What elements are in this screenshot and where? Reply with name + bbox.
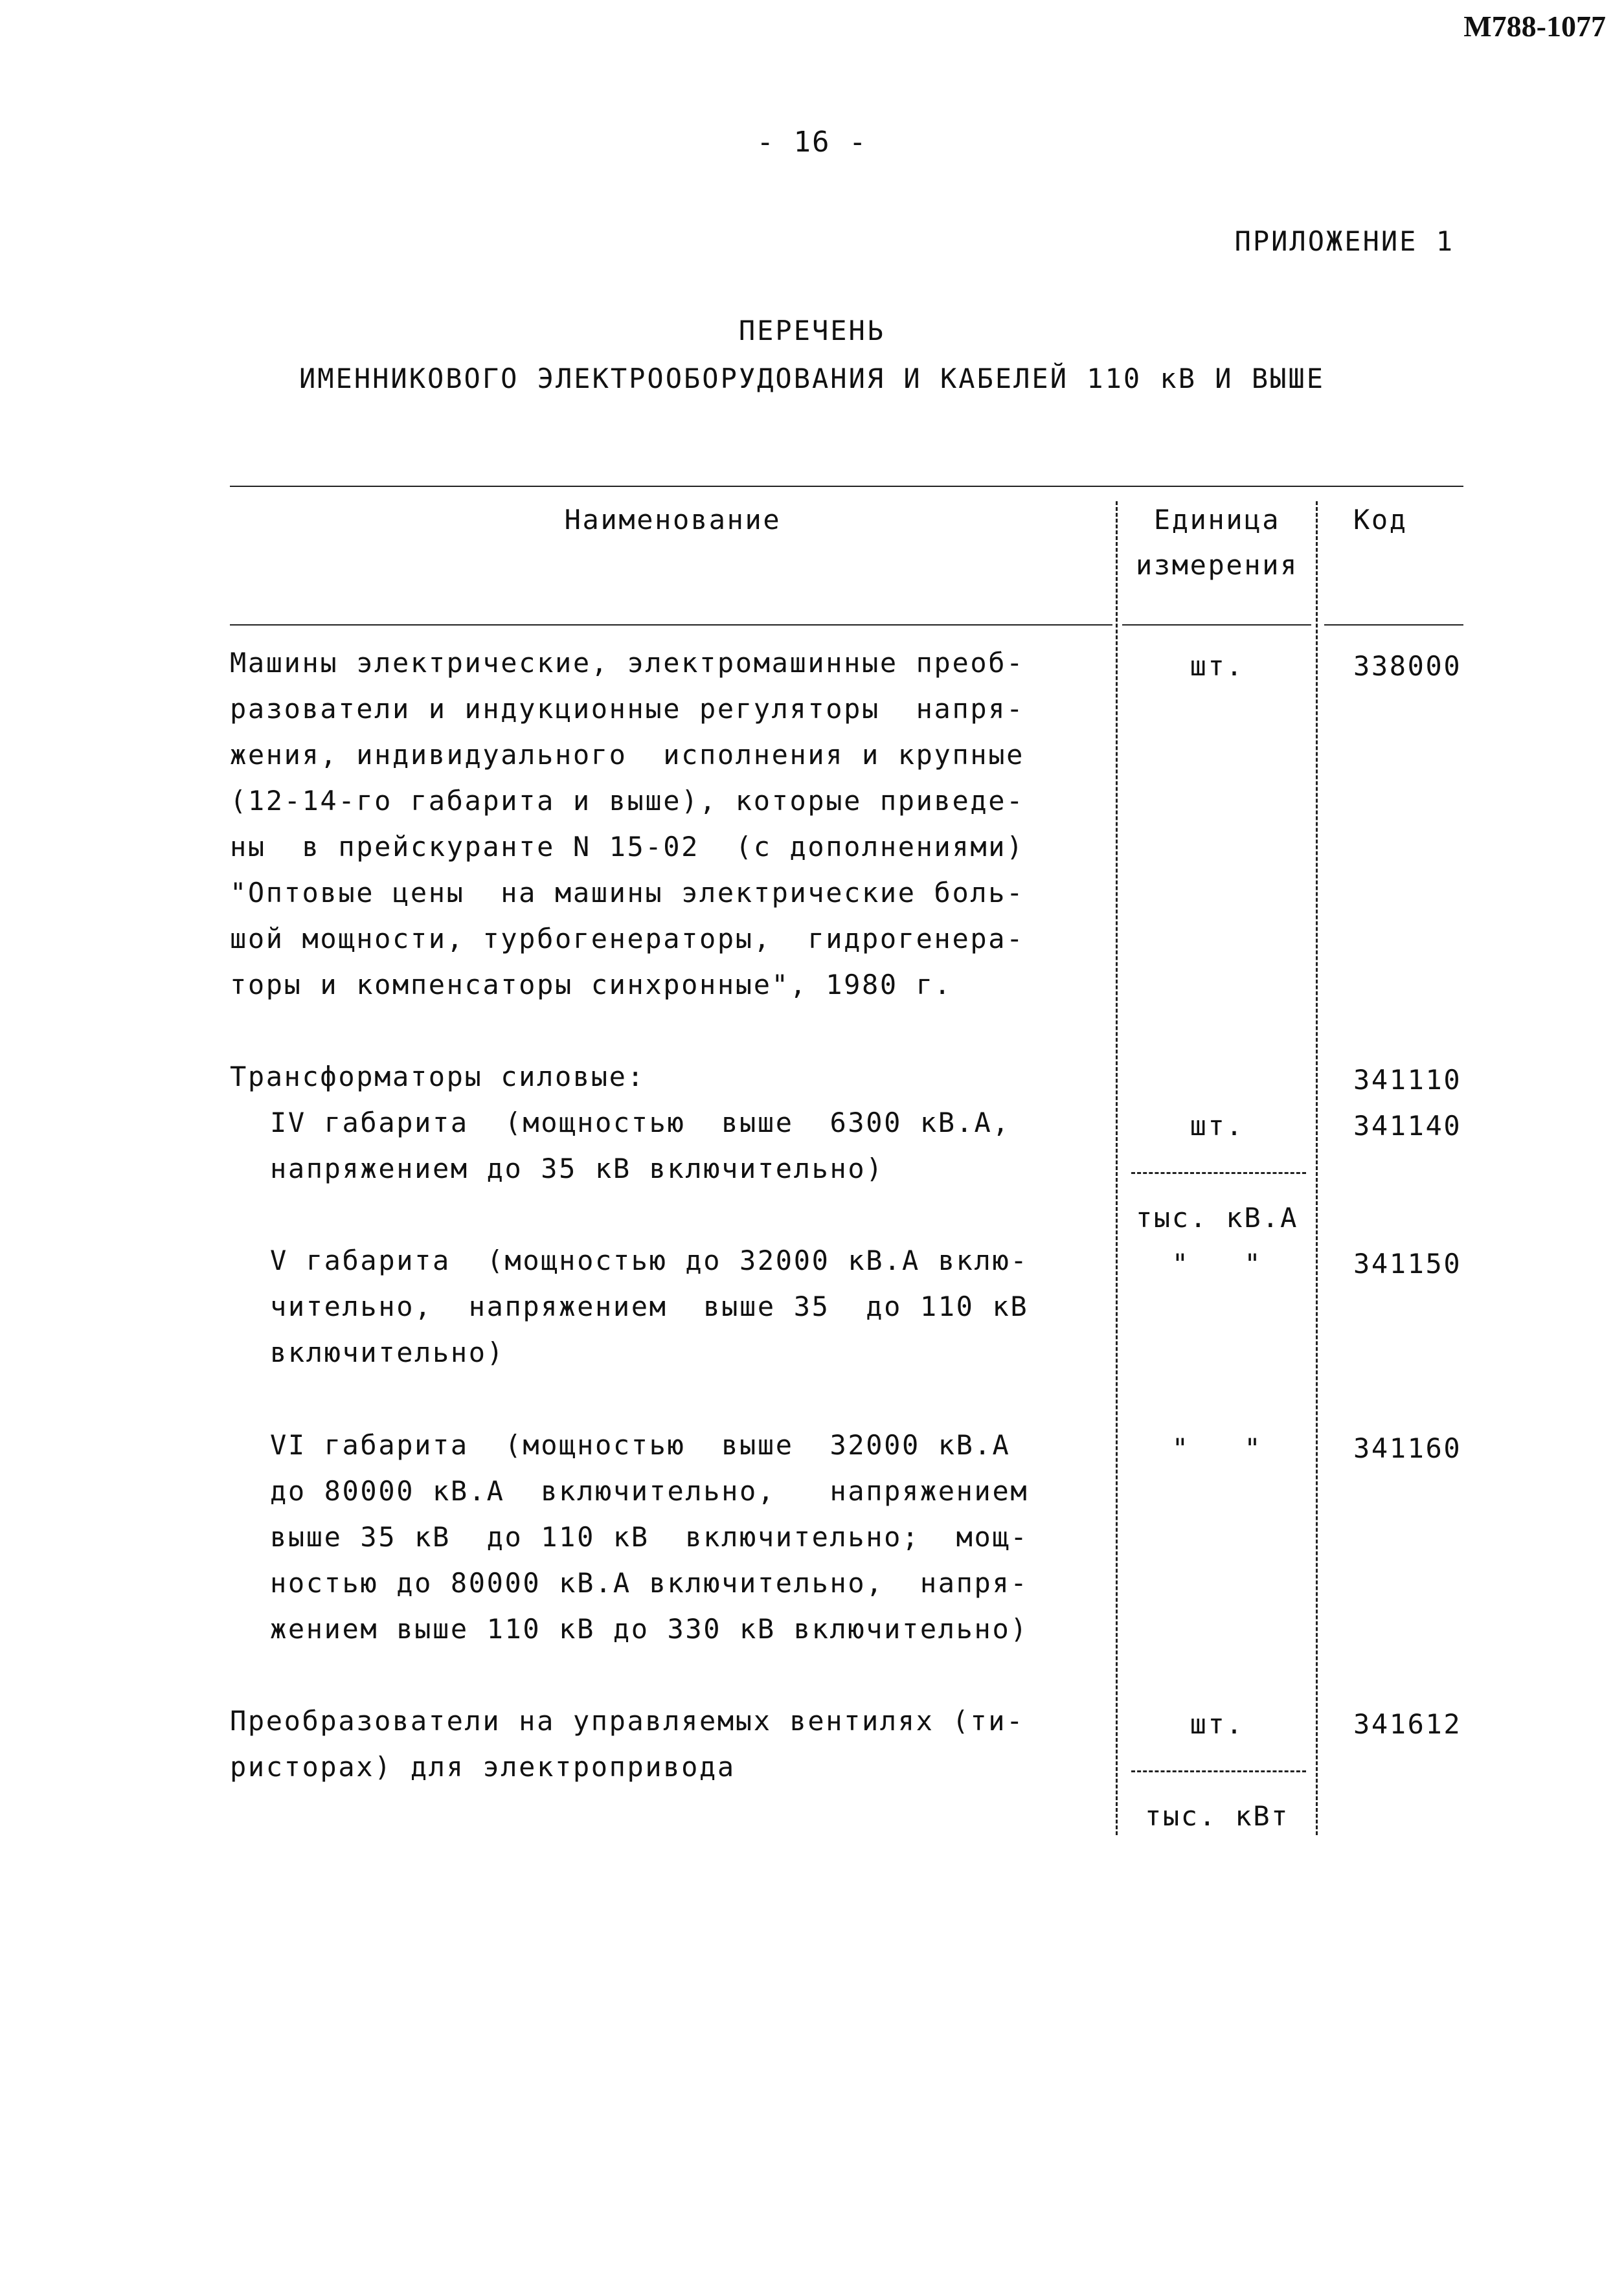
column-header-name: Наименование	[564, 504, 782, 536]
column-header-code: Код	[1353, 504, 1408, 536]
row-name-line: VI габарита (мощностью выше 32000 кВ.А	[270, 1429, 1011, 1461]
row-code: 341110	[1353, 1064, 1462, 1096]
document-code: М788-1077	[1463, 10, 1606, 43]
column-header-unit-line2: измерения	[1136, 549, 1298, 581]
unit-divider	[1131, 1172, 1306, 1174]
column-header-unit: Единица	[1153, 504, 1281, 536]
document-title: ПЕРЕЧЕНЬ	[738, 315, 886, 346]
row-name-line: разователи и индукционные регуляторы напря-	[230, 693, 1024, 725]
page-number: - 16 -	[756, 126, 868, 159]
row-code: 341160	[1353, 1432, 1462, 1464]
row-name-line: выше 35 кВ до 110 кВ включительно; мощ-	[270, 1521, 1029, 1553]
equipment-table	[230, 480, 1463, 1840]
row-name-line: V габарита (мощностью до 32000 кВ.А вклю-	[270, 1245, 1029, 1276]
row-name-line: ны в прейскуранте N 15-02 (с дополнениями)	[230, 831, 1024, 863]
row-code: 341150	[1353, 1248, 1462, 1280]
row-name-line: торы и компенсаторы синхронные", 1980 г.	[230, 969, 953, 1000]
header-rule-code	[1324, 624, 1463, 626]
document-subtitle: ИМЕННИКОВОГО ЭЛЕКТРООБОРУДОВАНИЯ И КАБЕЛЕЙ 110 кВ И ВЫШЕ	[299, 363, 1325, 394]
header-rule-unit	[1122, 624, 1311, 626]
row-code: 341140	[1353, 1110, 1462, 1142]
row-unit: шт.	[1190, 1110, 1245, 1142]
row-name-line: чительно, напряжением выше 35 до 110 кВ	[270, 1291, 1029, 1322]
row-code: 338000	[1353, 650, 1462, 682]
row-name-line: ристорах) для электропривода	[230, 1751, 736, 1783]
row-unit: " "	[1171, 1248, 1263, 1280]
row-name-line: до 80000 кВ.А включительно, напряжением	[270, 1475, 1029, 1507]
row-name-line: жением выше 110 кВ до 330 кВ включительно)	[270, 1613, 1029, 1645]
row-unit: шт.	[1190, 650, 1245, 682]
row-unit: шт.	[1190, 1708, 1245, 1740]
row-name-line: ностью до 80000 кВ.А включительно, напря-	[270, 1567, 1029, 1599]
row-name-line: "Оптовые цены на машины электрические боль-	[230, 877, 1024, 909]
row-unit-secondary: тыс. кВ.А	[1136, 1202, 1298, 1234]
row-name-line: шой мощности, турбогенераторы, гидрогенера-	[230, 923, 1024, 954]
table-top-rule	[230, 486, 1463, 487]
row-name-line: Машины электрические, электромашинные преоб-	[230, 647, 1024, 679]
row-name-line: Трансформаторы силовые:	[230, 1061, 646, 1092]
row-unit: " "	[1171, 1432, 1263, 1464]
header-rule-name	[230, 624, 1112, 626]
unit-divider	[1131, 1770, 1306, 1772]
row-name-line: Преобразователи на управляемых вентилях (ти-	[230, 1705, 1024, 1737]
row-code: 341612	[1353, 1708, 1462, 1740]
row-name-line: жения, индивидуального исполнения и крупные	[230, 739, 1024, 771]
row-name-line: (12-14-го габарита и выше), которые приведе-	[230, 785, 1024, 817]
row-name-line: включительно)	[270, 1337, 505, 1368]
column-separator-name-unit	[1116, 501, 1118, 1835]
row-unit-secondary: тыс. кВт	[1144, 1800, 1290, 1832]
appendix-label: ПРИЛОЖЕНИЕ 1	[1234, 225, 1454, 257]
column-separator-unit-code	[1316, 501, 1318, 1835]
row-name-line: напряжением до 35 кВ включительно)	[270, 1153, 885, 1184]
row-name-line: IV габарита (мощностью выше 6300 кВ.А,	[270, 1107, 1011, 1138]
